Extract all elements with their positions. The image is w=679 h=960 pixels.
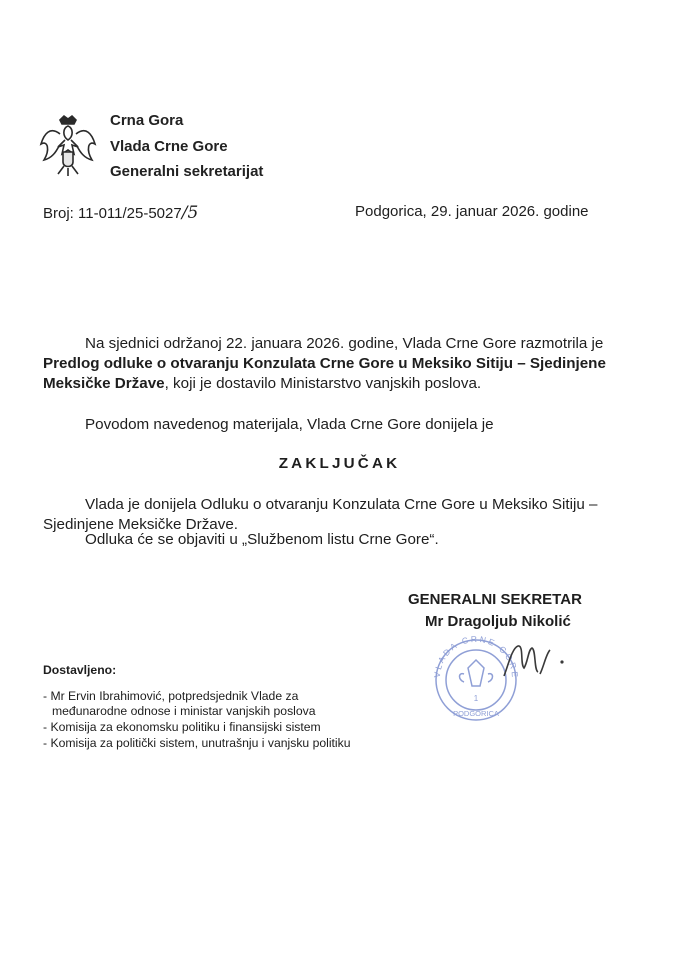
distribution-item-2: - Komisija za ekonomsku politiku i finansijski sistem: [43, 720, 321, 734]
header-government: Vlada Crne Gore: [110, 138, 228, 155]
signature-name: Mr Dragoljub Nikolić: [425, 613, 571, 630]
paragraph-1: [43, 334, 633, 394]
handwritten-signature: [498, 636, 568, 684]
paragraph-1-subject: Predlog odluke o otvaranju Konzulata Crne Gore u Meksiko Sitiju – Sjedinjene Meksičke Države: [43, 355, 606, 392]
place-date: Podgorica, 29. januar 2026. godine: [355, 203, 589, 220]
header-secretariat: Generalni sekretarijat: [110, 163, 264, 180]
stamp-number: 1: [473, 694, 479, 703]
reference-number: [43, 203, 198, 223]
distribution-heading: Dostavljeno:: [43, 663, 117, 677]
conclusion-heading: ZAKLJUČAK: [278, 455, 401, 472]
paragraph-2: Povodom navedenog materijala, Vlada Crne Gore donijela je: [85, 416, 494, 433]
distribution-item-3: - Komisija za politički sistem, unutrašnju i vanjsku politiku: [43, 736, 351, 750]
signature-title: GENERALNI SEKRETAR: [408, 591, 582, 608]
paragraph-3: Vlada je donijela Odluku o otvaranju Konzulata Crne Gore u Meksiko Sitiju – Sjedinjene Meksičke Države.: [43, 496, 598, 533]
reference-value: 11-011/25-5027: [78, 205, 182, 222]
paragraph-1-intro: Na sjednici održanoj 22. januara 2026. godine, Vlada Crne Gore razmotrila je: [85, 335, 604, 352]
reference-label: Broj:: [43, 205, 74, 222]
stamp-ring-text: VLADA CRNE GORE: [431, 633, 521, 680]
coat-of-arms-logo: [38, 114, 98, 180]
handwritten-suffix: /5: [181, 203, 199, 223]
distribution-item-1-cont: međunarodne odnose i ministar vanjskih poslova: [52, 704, 316, 718]
paragraph-1-end: , koji je dostavilo Ministarstvo vanjskih poslova.: [164, 375, 482, 392]
header-country: Crna Gora: [110, 112, 184, 129]
stamp-city: PODGORICA: [453, 709, 499, 718]
distribution-item-1: - Mr Ervin Ibrahimović, potpredsjednik Vlade za: [43, 689, 299, 703]
paragraph-4: Odluka će se objaviti u „Službenom listu Crne Gore“.: [85, 531, 439, 548]
